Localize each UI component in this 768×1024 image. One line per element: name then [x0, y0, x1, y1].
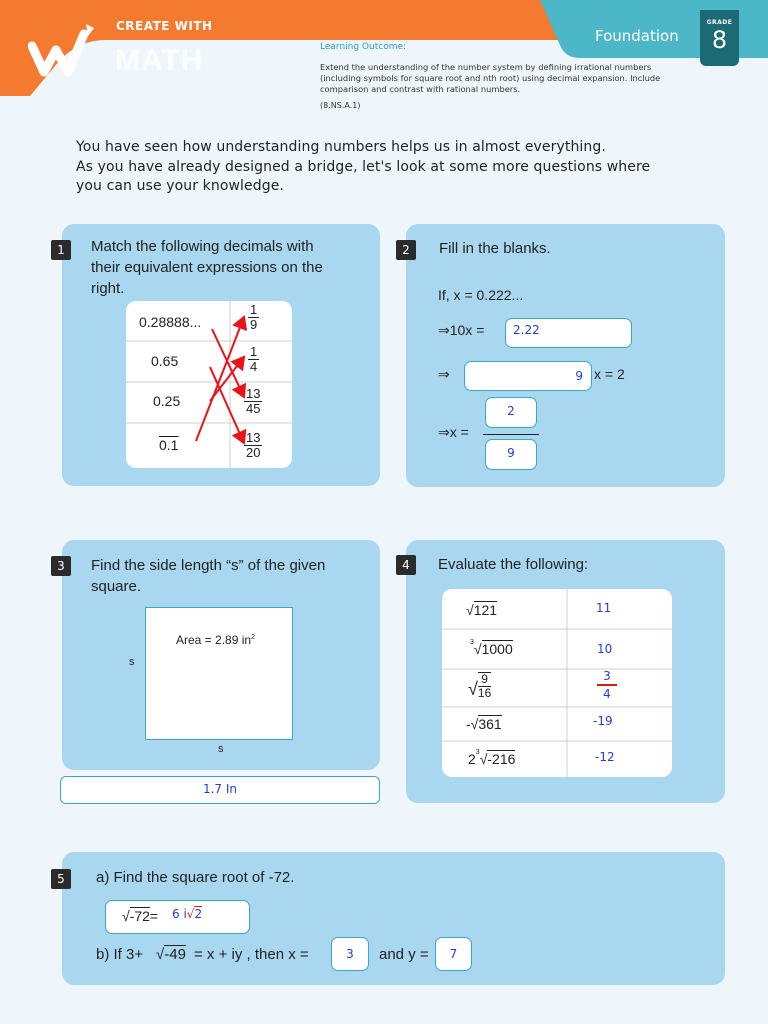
q2-step1-label: ⇒10x = [438, 322, 485, 338]
create-with-math-logo [28, 22, 110, 82]
numerator: 9 [478, 673, 491, 687]
q5b-x-answer-box[interactable] [331, 937, 369, 971]
match-left-item: 0.28888... [139, 314, 202, 330]
radical-icon: √ [466, 602, 474, 618]
answer-text: 9 [507, 446, 515, 460]
q2-step3-label: ⇒x = [438, 424, 469, 440]
square-side-left: s [129, 656, 135, 668]
radicand: 361 [478, 716, 502, 732]
answer-denominator: 4 [603, 687, 611, 701]
radicand: -72 [129, 908, 150, 924]
equals-sign: = [149, 908, 159, 924]
matching-table [126, 301, 292, 468]
numerator: 1 [250, 344, 258, 359]
denominator: 9 [250, 317, 258, 332]
prompt-line: Match the following decimals with [91, 238, 314, 255]
radical-icon: √ [186, 907, 195, 921]
expr-sqrt-121 [466, 602, 497, 618]
area-text: Area = 2.89 in [176, 633, 252, 647]
answer-text: 6 i [172, 907, 187, 921]
answer-row-4: -19 [593, 714, 613, 728]
question-5-number: 5 [51, 869, 71, 889]
denominator: 20 [246, 445, 261, 460]
grade-number: 8 [711, 26, 728, 54]
q5-part-b-and: and y = [379, 946, 429, 963]
answer-fraction-bar [597, 684, 617, 686]
brand-title-math: MATH [115, 44, 204, 77]
answer-text: 1.7 In [202, 782, 238, 796]
answer-row-2: 10 [597, 642, 613, 656]
question-2-card [406, 224, 725, 487]
answer-text: 3 [346, 947, 354, 961]
matching-arrows[interactable] [126, 301, 292, 468]
question-4-number: 4 [396, 555, 416, 575]
radical-icon: √ [473, 641, 482, 657]
radical-icon: √ [470, 716, 479, 732]
square-figure [145, 607, 293, 740]
radicand: 121 [473, 602, 498, 618]
radicand-fraction [478, 672, 491, 700]
match-left-item: 0.65 [151, 353, 179, 369]
brand-title-top: CREATE WITH [116, 19, 213, 33]
repeating-decimal: 0.1 [159, 437, 179, 453]
question-1-number: 1 [51, 240, 71, 260]
answer-row-1: 11 [596, 601, 612, 615]
learning-outcome-text: Extend the understanding of the number system by defining irrational numbers (including symbols for square root and nth root) using decimal expansion. Include comparison and contrast with rational numbers. [320, 62, 661, 94]
prompt-line: right. [91, 280, 125, 297]
evaluate-table [442, 589, 672, 777]
q3-answer-box[interactable] [60, 776, 380, 804]
expr-cbrt-1000 [470, 641, 513, 657]
area-exponent: 2 [251, 634, 255, 641]
q5a-expression [122, 908, 158, 924]
answer-text: 2.22 [513, 323, 540, 337]
root-index: 3 [475, 749, 480, 757]
question-2-prompt: Fill in the blanks. [439, 240, 551, 257]
expr-sqrt-9-16 [468, 672, 491, 702]
intro-paragraph [76, 138, 746, 197]
answer-row-5: -12 [595, 750, 615, 764]
prompt-line: their equivalent expressions on the [91, 259, 323, 276]
q5-part-b-middle: = x + iy , then x = [194, 946, 309, 963]
radical-icon: √ [479, 751, 488, 767]
level-label: Foundation [595, 27, 679, 45]
q2-step1-answer-box[interactable] [505, 318, 632, 348]
numerator: 1 [250, 302, 258, 317]
match-arrow [196, 317, 244, 441]
root-index: 3 [470, 639, 474, 647]
denominator: 16 [477, 686, 492, 700]
radical-icon: √ [468, 679, 478, 699]
question-4-prompt: Evaluate the following: [438, 556, 589, 573]
question-1-prompt [91, 236, 323, 299]
denominator: 4 [250, 359, 258, 374]
prompt-line: Find the side length “s” of the given [91, 557, 326, 574]
prompt-line: square. [91, 578, 142, 595]
q2-denominator-box[interactable] [485, 439, 537, 470]
radicand: 1000 [481, 641, 513, 657]
q2-step2-answer-box[interactable] [464, 361, 592, 391]
expr-2-cbrt-neg-216 [468, 751, 515, 767]
q2-step2-suffix: x = 2 [594, 366, 625, 382]
square-side-bottom: s [218, 743, 224, 755]
expr-neg-sqrt-361 [466, 716, 502, 732]
q5-part-b-prefix: b) If 3+ [96, 946, 144, 963]
match-left-item: 0.25 [153, 393, 181, 409]
answer-text: 9 [575, 369, 583, 383]
intro-line: You have seen how understanding numbers helps us in almost everything. [76, 139, 606, 155]
numerator: 13 [246, 430, 261, 445]
coefficient: 2 [468, 751, 476, 767]
q5a-answer [172, 907, 202, 921]
intro-line: As you have already designed a bridge, let's look at some more questions where [76, 158, 651, 175]
q2-step2-arrow: ⇒ [438, 366, 450, 382]
question-3-number: 3 [51, 556, 71, 576]
grade-badge [700, 10, 739, 66]
q5-part-a: a) Find the square root of -72. [96, 869, 295, 886]
learning-outcome-code: (8.NS.A.1) [320, 101, 361, 110]
radical-icon: √ [122, 908, 130, 924]
answer-radicand: 2 [194, 907, 203, 921]
learning-outcome-title: Learning Outcome: [320, 42, 407, 52]
radical-icon: √ [156, 946, 165, 963]
question-3-prompt [91, 555, 325, 597]
q5a-answer-box[interactable] [105, 900, 250, 934]
q5b-y-answer-box[interactable] [435, 937, 472, 971]
grade-label: GRADE [706, 19, 733, 26]
answer-text: 7 [449, 947, 458, 961]
radicand: -216 [487, 751, 516, 767]
q5-part-b-root [156, 946, 186, 963]
q2-numerator-box[interactable] [485, 397, 537, 428]
answer-numerator: 3 [603, 669, 611, 683]
negative-sign: - [466, 716, 471, 732]
intro-line: you can use your knowledge. [76, 178, 284, 194]
answer-text: 2 [507, 404, 515, 418]
answer-row-3 [599, 669, 615, 701]
q2-given: If, x = 0.222... [438, 287, 524, 303]
numerator: 13 [246, 386, 261, 401]
radicand: -49 [164, 946, 186, 963]
question-2-number: 2 [396, 240, 416, 260]
denominator: 45 [246, 401, 261, 416]
q2-fraction-bar [483, 434, 539, 435]
square-area-label [176, 633, 255, 647]
